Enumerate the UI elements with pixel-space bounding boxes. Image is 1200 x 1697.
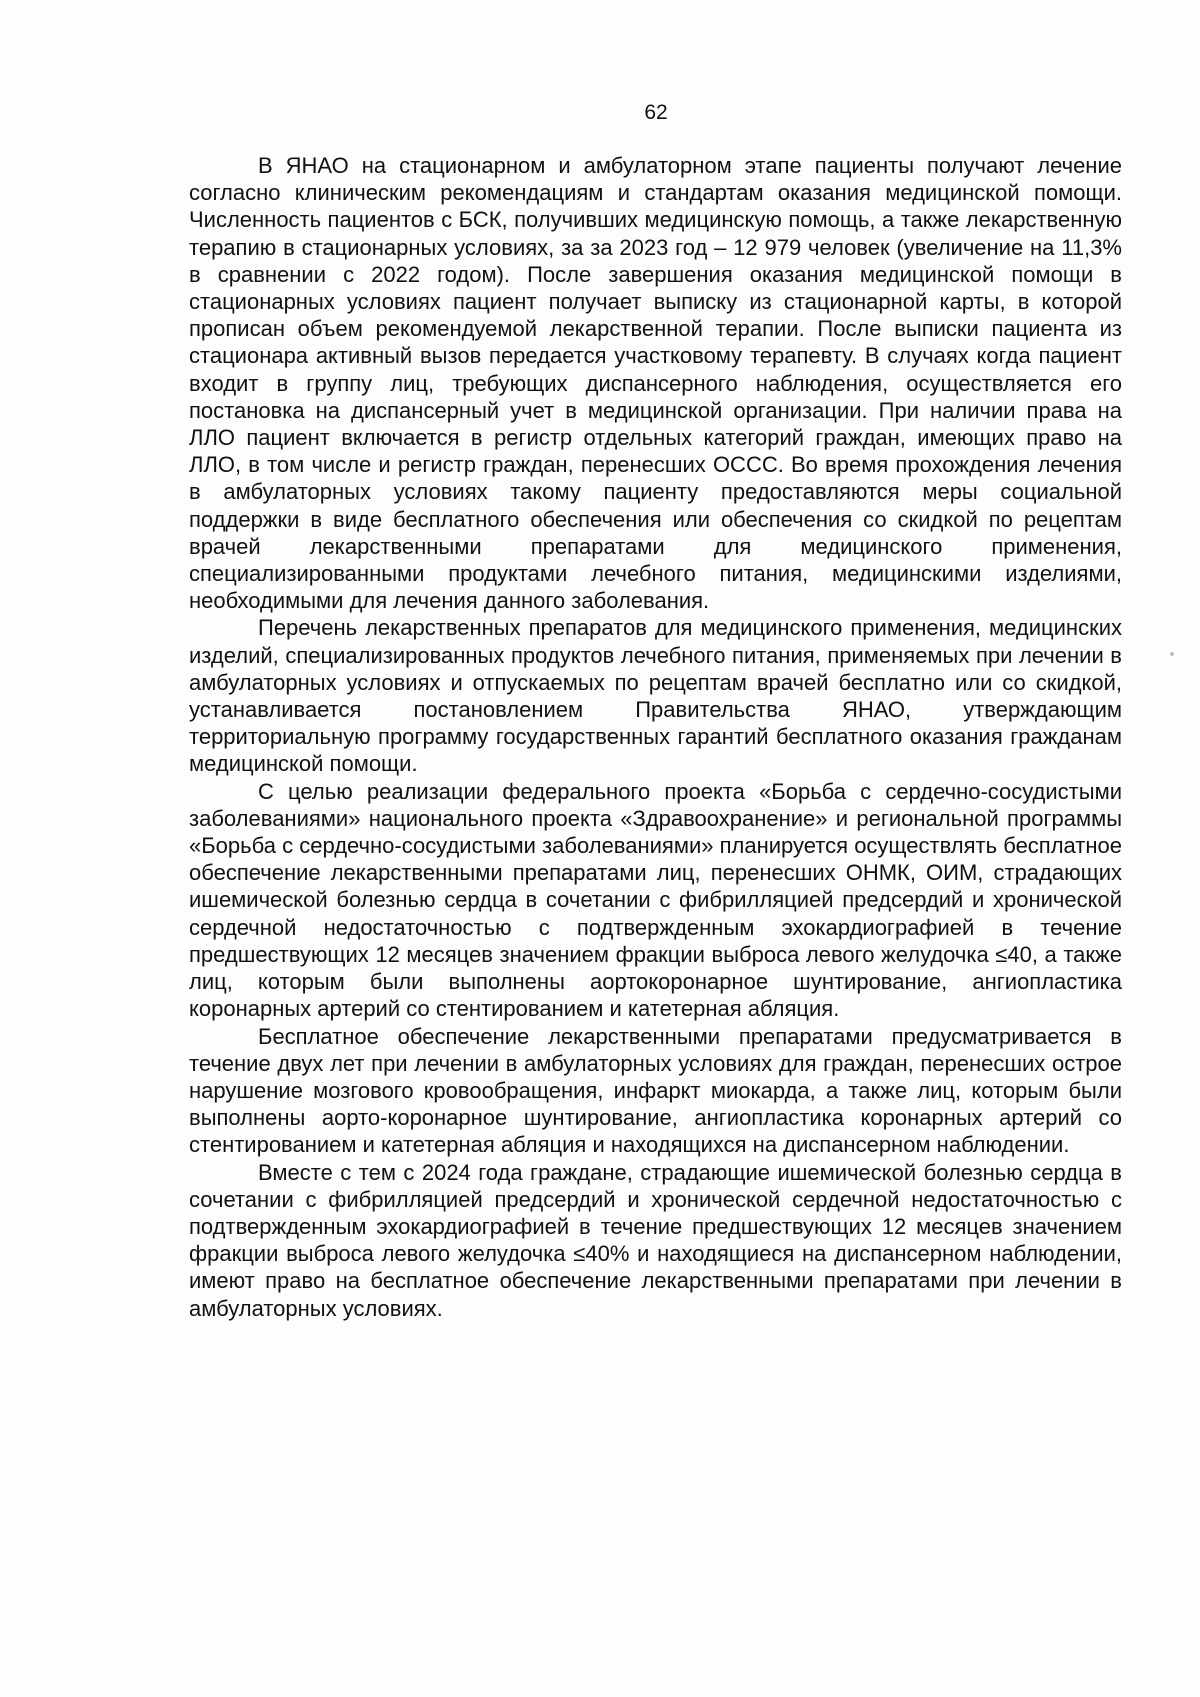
- paragraph-2: Перечень лекарственных препаратов для медицинского применения, медицинских изделий, специализированных продуктов лечебного питания, применяемых при лечении в амбулаторных условиях и отпускаемых по рецептам врачей бесплатно или со скидкой, устанавливается постановлением Правительства ЯНАО, утверждающим территориальную программу государственных гарантий бесплатного оказания гражданам медицинской помощи.: [189, 615, 1122, 777]
- document-body: [189, 152, 1122, 1322]
- scan-speck: [1170, 652, 1174, 656]
- page-number: 62: [644, 101, 668, 124]
- paragraph-1: В ЯНАО на стационарном и амбулаторном этапе пациенты получают лечение согласно клиническим рекомендациям и стандартам оказания медицинской помощи. Численность пациентов с БСК, получивших медицинскую помощь, а также лекарственную терапию в стационарных условиях, за за 2023 год – 12 979 человек (увеличение на 11,3% в сравнении с 2022 годом). После завершения оказания медицинской помощи в стационарных условиях пациент получает выписку из стационарной карты, в которой прописан объем рекомендуемой лекарственной терапии. После выписки пациента из стационара активный вызов передается участковому терапевту. В случаях когда пациент входит в группу лиц, требующих диспансерного наблюдения, осуществляется его постановка на диспансерный учет в медицинской организации. При наличии права на ЛЛО пациент включается в регистр отдельных категорий граждан, имеющих право на ЛЛО, в том числе и регистр граждан, перенесших ОССС. Во время прохождения лечения в амбулаторных условиях такому пациенту предоставляются меры социальной поддержки в виде бесплатного обеспечения или обеспечения со скидкой по рецептам врачей лекарственными препаратами для медицинского применения, специализированными продуктами лечебного питания, медицинскими изделиями, необходимыми для лечения данного заболевания.: [189, 153, 1122, 614]
- paragraph-5: Вместе с тем с 2024 года граждане, страдающие ишемической болезнью сердца в сочетании с фибрилляцией предсердий и хронической сердечной недостаточностью с подтвержденным эхокардиографией в течение предшествующих 12 месяцев значением фракции выброса левого желудочка ≤40% и находящиеся на диспансерном наблюдении, имеют право на бесплатное обеспечение лекарственными препаратами при лечении в амбулаторных условиях.: [189, 1159, 1122, 1321]
- paragraph-4: Бесплатное обеспечение лекарственными препаратами предусматривается в течение двух лет при лечении в амбулаторных условиях для граждан, перенесших острое нарушение мозгового кровообращения, инфаркт миокарда, а также лиц, которым были выполнены аорто-коронарное шунтирование, ангиопластика коронарных артерий со стентированием и катетерная абляция и находящихся на диспансерном наблюдении.: [189, 1023, 1122, 1158]
- paragraph-3: С целью реализации федерального проекта «Борьба с сердечно-сосудистыми заболеваниями» национального проекта «Здравоохранение» и региональной программы «Борьба с сердечно-сосудистыми заболеваниями» планируется осуществлять бесплатное обеспечение лекарственными препаратами лиц, перенесших ОНМК, ОИМ, страдающих ишемической болезнью сердца в сочетании с фибрилляцией предсердий и хронической сердечной недостаточностью с подтвержденным эхокардиографией в течение предшествующих 12 месяцев значением фракции выброса левого желудочка ≤40, а также лиц, которым были выполнены аортокоронарное шунтирование, ангиопластика коронарных артерий со стентированием и катетерная абляция.: [189, 778, 1122, 1022]
